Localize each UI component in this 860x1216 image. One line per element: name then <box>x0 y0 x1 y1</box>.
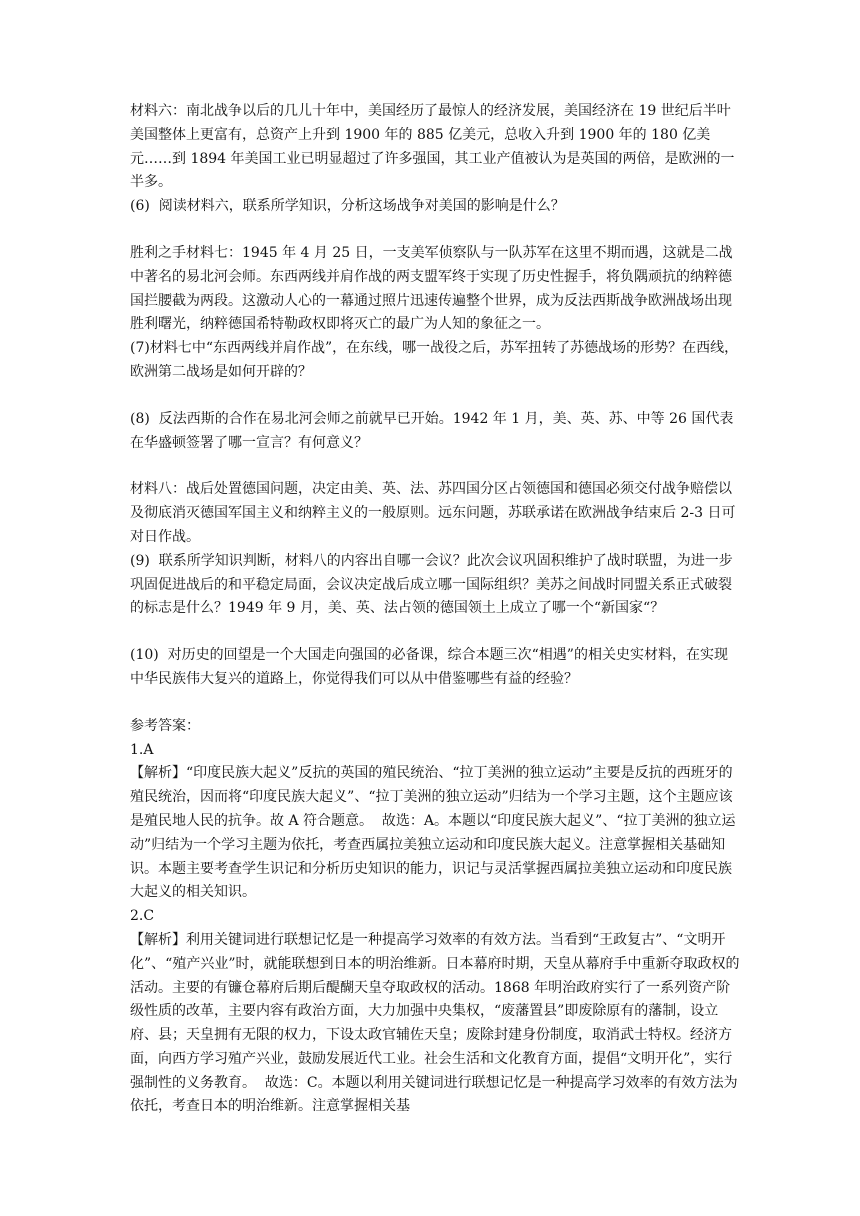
document-page <box>130 100 740 1119</box>
material-six: 材料六：南北战争以后的几儿十年中，美国经历了最惊人的经济发展，美国经济在 19 世纪后半叶美国整体上更富有，总资产上升到 1900 年的 885 亿美元，总收入升到 1900 年的 180 亿美元……到 1894 年美国工业已明显超过了许多强国，其工业产值被认为是英国的两倍，是欧洲的一半多。 <box>130 103 735 191</box>
answer-2-explanation: 【解析】利用关键词进行联想记忆是一种提高学习效率的有效方法。当看到“王政复古”、“文明开化”、“殖产兴业”时，就能联想到日本的明治维新。日本幕府时期，天皇从幕府手中重新夺取政权的活动。主要的有镰仓幕府后期后醍醐天皇夺取政权的活动。1868 年明治政府实行了一系列资产阶级性质的改革，主要内容有政治方面，大力加强中央集权，“废藩置县”即废除原有的藩制，设立府、县；天皇拥有无限的权力，下设太政官辅佐天皇；废除封建身份制度，取消武士特权。经济方面，向西方学习殖产兴业，鼓励发展近代工业。社会生活和文化教育方面，提倡“文明开化”，实行强制性的义务教育。 故选：C。本题以利用关键词进行联想记忆是一种提高学习效率的有效方法为依托，考查日本的明治维新。注意掌握相关基 <box>130 931 740 1115</box>
spacer <box>130 692 740 715</box>
answer-1: 1.A <box>130 741 154 758</box>
question-10: (10) 对历史的回望是一个大国走向强国的必备课，综合本题三次“相遇”的相关史实材料，在实现中华民族伟大复兴的道路上，你觉得我们可以从中借鉴哪些有益的经验？ <box>130 647 728 687</box>
question-9: (9) 联系所学知识判断，材料八的内容出自哪一会议？此次会议巩固积维护了战时联盟，为进一步巩固促进战后的和平稳定局面，会议决定战后成立哪一国际组织？美苏之间战时同盟关系正式破裂的标志是什么？1949 年 9 月，美、英、法占领的德国领土上成立了哪一个“新国家“？ <box>130 552 733 617</box>
spacer <box>130 621 740 644</box>
question-6: (6) 阅读材料六，联系所学知识，分析这场战争对美国的影响是什么？ <box>130 198 565 215</box>
spacer <box>130 455 740 478</box>
answers-heading: 参考答案： <box>130 717 200 734</box>
answer-1-explanation: 【解析】“印度民族大起义”反抗的英国的殖民统治、“拉丁美洲的独立运动”主要是反抗的西班牙的殖民统治，因而将“印度民族大起义”、“拉丁美洲的独立运动”归结为一个学习主题，这个主题应该是殖民地人民的抗争。故 A 符合题意。 故选：A。本题以“印度民族大起义”、“拉丁美洲的独立运动”归结为一个学习主题为依托，考查西属拉美独立运动和印度民族大起义。注意掌握相关基础知识。本题主要考查学生识记和分析历史知识的能力，识记与灵活掌握西属拉美独立运动和印度民族大起义的相关知识。 <box>130 765 736 901</box>
answer-2: 2.C <box>130 908 155 925</box>
material-seven: 胜利之手材料七：1945 年 4 月 25 日，一支美军侦察队与一队苏军在这里不期而遇，这就是二战中著名的易北河会师。东西两线并肩作战的两支盟军终于实现了历史性握手，将负隅顽抗的纳粹德国拦腰截为两段。这激动人心的一幕通过照片迅速传遍整个世界，成为反法西斯战争欧洲战场出现胜利曙光，纳粹德国希特勒政权即将灭亡的最广为人知的象征之一。 <box>130 244 733 333</box>
material-eight: 材料八：战后处置德国问题，决定由美、英、法、苏四国分区占领德国和德国必须交付战争赔偿以及彻底消灭德国军国主义和纳粹主义的一般原则。远东问题，苏联承诺在欧洲战争结束后 2-3 日可对日作战。 <box>130 481 736 545</box>
question-8: (8) 反法西斯的合作在易北河会师之前就早已开始。1942 年 1 月，美、英、苏、中等 26 国代表在华盛顿签署了哪一宣言？有何意义？ <box>130 410 734 451</box>
spacer <box>130 219 740 242</box>
spacer <box>130 385 740 408</box>
question-7: (7)材料七中“东西两线并肩作战”，在东线，哪一战役之后，苏军扭转了苏德战场的形势？在西线，欧洲第二战场是如何开辟的？ <box>130 340 739 380</box>
